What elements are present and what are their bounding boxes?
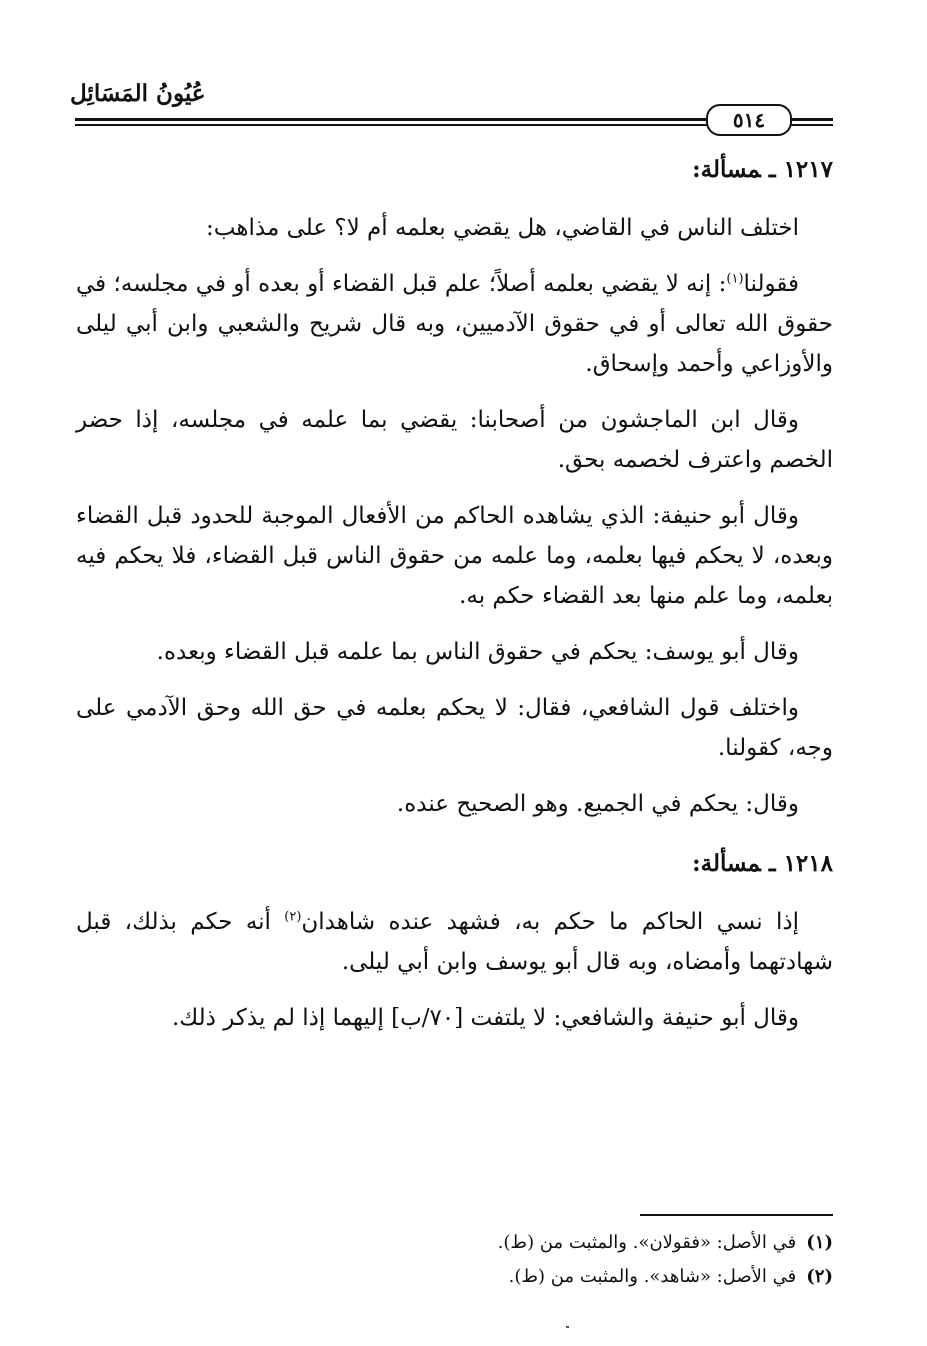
paragraph-text: أنه حكم بذلك، قبل شهادتهما وأمضاه، وبه قال أبو يوسف وابن أبي ليلى.: [76, 909, 833, 975]
section-heading-1218: [76, 840, 833, 888]
paragraph-intro: اختلف الناس في القاضي، هل يقضي بعلمه أم لا؟ على مذاهب:: [206, 215, 799, 241]
footnotes: [76, 1226, 833, 1294]
page-number: ٥١٤: [706, 104, 792, 136]
page-body: [76, 146, 833, 1054]
paragraph-abu-hanifa-shafii: وقال أبو حنيفة والشافعي: لا يلتفت [٧٠/ب] إليهما إذا لم يذكر ذلك.: [171, 1005, 799, 1031]
footnote-text: في الأصل: «فقولان». والمثبت من (ط).: [497, 1232, 797, 1253]
paragraph-forgotten-ruling: [76, 902, 833, 982]
running-title: عُيُونُ المَسَائِل: [70, 80, 206, 107]
paragraph-abu-hanifa: وقال أبو حنيفة: الذي يشاهده الحاكم من الأفعال الموجبة للحدود قبل القضاء وبعده، لا يحكم فيها بعلمه، وما علمه من حقوق الناس قبل القضاء، فلا يحكم فيه بعلمه، وما علم منها بعد القضاء حكم به.: [76, 503, 833, 609]
footnote-1: [76, 1226, 833, 1260]
footnote-ref-2[interactable]: (٢): [284, 909, 302, 925]
colon: :: [711, 271, 727, 297]
heading-label: مسألة:: [692, 156, 761, 183]
footnote-2: [76, 1260, 833, 1294]
paragraph-shafii-second: وقال: يحكم في الجميع. وهو الصحيح عنده.: [396, 791, 799, 817]
scan-speck: [566, 1326, 569, 1328]
footnote-number: (٢): [806, 1266, 833, 1287]
heading-number: ١٢١٨: [783, 850, 833, 877]
footnote-number: (١): [806, 1232, 833, 1253]
paragraph-text: إنه لا يقضي بعلمه أصلاً؛ علم قبل القضاء أو بعده أو في مجلسه؛ في حقوق الله تعالى أو في حقوق الآدميين، وبه قال شريح والشعبي وابن أبي ليلى والأوزاعي وأحمد وإسحاق.: [76, 271, 833, 377]
paragraph-shafii: واختلف قول الشافعي، فقال: لا يحكم بعلمه في حق الله وحق الآدمي على وجه، كقولنا.: [76, 695, 833, 761]
heading-label: مسألة:: [692, 850, 761, 877]
heading-separator: ـ: [768, 850, 776, 877]
footnote-separator: [640, 1214, 833, 1216]
paragraph-abu-yusuf: وقال أبو يوسف: يحكم في حقوق الناس بما علمه قبل القضاء وبعده.: [156, 639, 799, 665]
paragraph-our-view: [76, 264, 833, 384]
paragraph-ibn-majishun: وقال ابن الماجشون من أصحابنا: يقضي بما علمه في مجلسه، إذا حضر الخصم واعترف لخصمه بحق.: [76, 407, 833, 473]
heading-separator: ـ: [768, 156, 776, 183]
lead-word: فقولنا: [743, 271, 799, 297]
heading-number: ١٢١٧: [783, 156, 833, 183]
paragraph-text: إذا نسي الحاكم ما حكم به، فشهد عنده شاهدان: [301, 909, 799, 935]
footnote-ref-1[interactable]: (١): [726, 271, 744, 287]
section-heading-1217: [76, 146, 833, 194]
footnote-text: في الأصل: «شاهد». والمثبت من (ط).: [508, 1266, 797, 1287]
